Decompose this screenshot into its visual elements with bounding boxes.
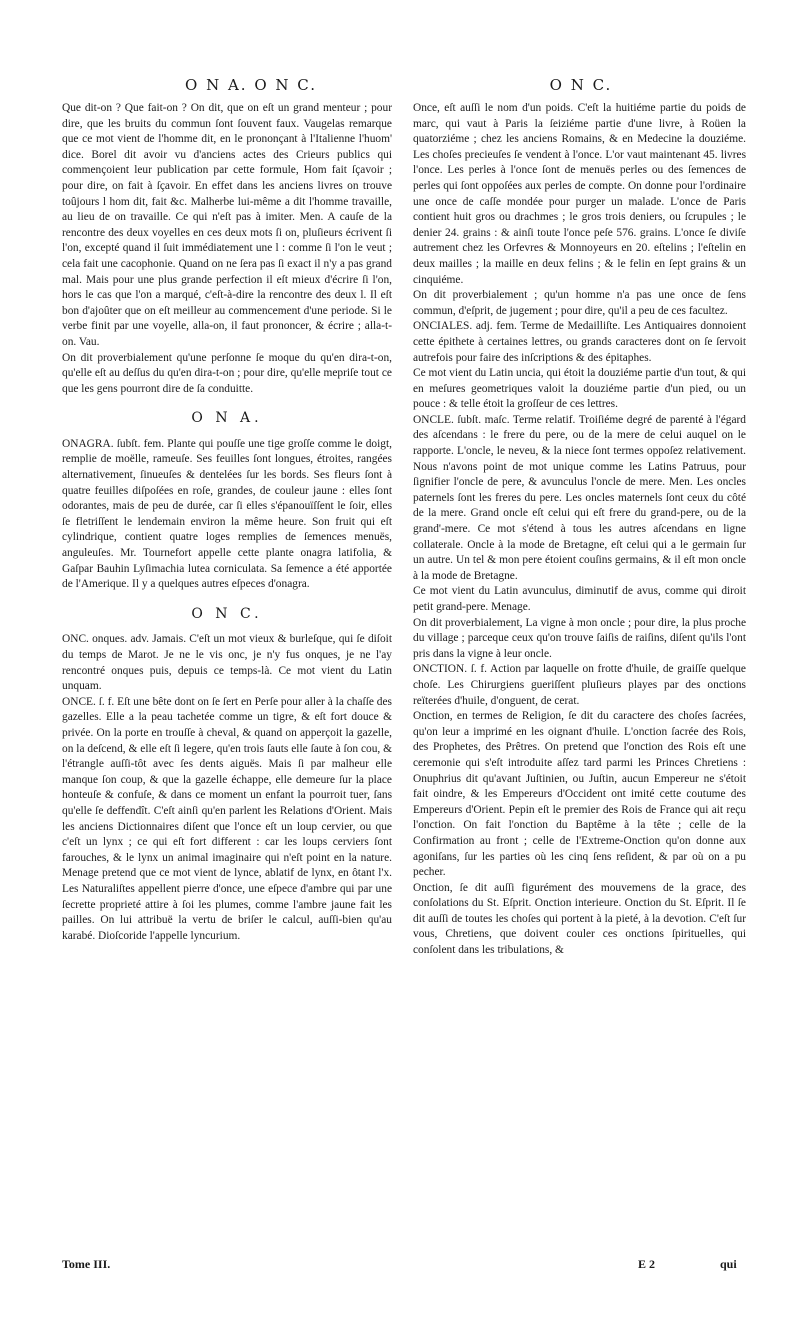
entry-oncle: ONCLE. ſubſt. maſc. Terme relatif. Troiſiéme degré de parenté à l'égard des aſcendans : le frere du pere, ou de la mere de celui auquel on le rapporte. L'oncle, le neveu, & la niece ſont termes oppoſez relativement. Nous n'avons point de mot unique comme les Latins Patruus, pour ſignifier l'oncle de pere, & avunculus l'oncle de mere. Men. Les oncles paternels ſont les freres du pere. Les oncles maternels ſont ceux du côté de la mere. Grand oncle eſt celui qui eſt frere du grand-pere, ou de la grand'-mere. Ce mot s'étend à tous les autres aſcendans en ligne collaterale. Oncle à la mode de Bretagne, eſt celui qui a le germain ſur un autre. Un tel & mon pere étoient couſins germains, & il eſt mon oncle à la mode de Bretagne. bbox=[413, 413, 746, 582]
running-head-right: O N C. bbox=[549, 76, 613, 94]
entry-onction-figurative: Onction, ſe dit auſſi figurément des mouvemens de la grace, des conſolations du St. Eſprit. Onction interieure. Onction du St. Eſprit. Il ſe dit auſſi de toutes les choſes qui portent à la pieté, à la devotion. C'eſt ſur vous, Chretiens, que doivent couler ces onctions ſpirituelles, qui conſolent dans les tribulations, & bbox=[413, 881, 746, 957]
entry-once-proverb: On dit proverbialement ; qu'un homme n'a pas une once de ſens commun, d'eſprit, de jugement ; pour dire, qu'il a peu de ces facultez. bbox=[413, 289, 746, 317]
entry-onction-religion: Onction, en termes de Religion, ſe dit du caractere des choſes ſacrées, qu'on leur a imprimé en les oignant d'huile. L'onction ſacrée des Rois, des Prophetes, des Prêtres. On pretend que l'onction des Rois eſt une ceremonie qui s'eſt introduite aſſez tard parmi les Princes Chretiens : Onuphrius dit qu'avant Juſtinien, ou Juſtin, aucun Empereur ne s'étoit fait oindre, & les Empereurs d'Occident ont imité cette coutume des Empereurs d'Orient. Pepin eſt le premier des Rois de France qui ait reçu l'onction. On fait l'onction du Baptême à la tête ; celle de la Confirmation au front ; celle de l'Extreme-Onction qu'on donne aux agoniſans, ſur les parties où les cinq ſens reſident, & par où on a pu pecher. bbox=[413, 710, 746, 879]
entry-onction: ONCTION. ſ. f. Action par laquelle on frotte d'huile, de graiſſe quelque choſe. Les Chirurgiens gueriſſent pluſieurs playes par des onctions reïterées d'huile, d'onguent, de cerat. bbox=[413, 663, 746, 707]
entry-onc: ONC. onques. adv. Jamais. C'eſt un mot vieux & burleſque, qui ſe diſoit du temps de Marot. Je ne le vis onc, je n'y fus onques, je ne l'ay rencontré onques puis, depuis ce temps-là. Ce mot vient du Latin unquam. bbox=[62, 633, 392, 693]
entry-once-animal: ONCE. ſ. f. Eſt une bête dont on ſe ſert en Perſe pour aller à la chaſſe des gazelles. Elle a la peau tachetée comme un tigre, & eſt fort douce & privée. On la porte en trouſſe à cheval, & quand on apperçoit la gazelle, on la deſcend, & elle eſt ſi legere, qu'en trois ſauts elle ſaute à ſon cou, & l'étrangle auſſi-tôt avec ſes dents aiguës. Mais ſi par malheur elle manque ſon coup, & que la gazelle échappe, elle demeure ſur la place honteuſe & confuſe, & dans ce moment un enfant la pourroit tuer, ſans qu'elle ſe deffendît. C'eſt ainſi qu'en parlent les Relations d'Orient. Mais les anciens Dictionnaires diſent que l'once eſt un loup cervier, ou que c'eſt un lynx ; ce qui eſt fort different : car les loups cerviers ſont farouches, & le lynx un animal imaginaire qui n'eſt point en la nature. Menage pretend que ce mot vient de lynce, ablatif de lynx, en ôtant l'x. Les Naturaliſtes appellent pierre d'once, une eſpece d'ambre qui par une ſecrette proprieté attire à ſoi les plumes, comme l'ambre jaune fait les pailles. On lui attribuë la vertu de briſer le calcul, auſſi-bien qu'au karabé. Dioſcoride l'appelle lyncurium. bbox=[62, 695, 392, 942]
entry-onagra: ONAGRA. ſubſt. fem. Plante qui pouſſe une tige groſſe comme le doigt, remplie de moëlle, rameuſe. Ses feuilles ſont longues, étroites, rangées alternativement, ſinueuſes & dentelées ſur les bords. Ses fleurs ſont à quatre feuilles diſpoſées en roſe, grandes, de couleur jaune : elles ſont odorantes, mais de peu de durée, car ſi elles s'épanouïſſent le ſoir, elles ſe fletriſſent le lendemain environ la même heure. Son fruit qui eſt cylindrique, contient quatre loges remplies de ſemences menuës, anguleuſes. Mr. Tournefort appelle cette plante onagra latifolia, & Gaſpar Bauhin Lyſimachia lutea corniculata. Sa ſemence a été apportée de l'Amerique. Il y a quelques autres eſpeces d'onagra. bbox=[62, 437, 392, 591]
section-heading-onc: O N C. bbox=[191, 605, 263, 622]
entry-oncle-etymology: Ce mot vient du Latin avunculus, diminutif de avus, comme qui diroit petit grand-pere. Menage. bbox=[413, 585, 746, 613]
entry-on-paragraph: Que dit-on ? Que fait-on ? On dit, que on eſt un grand menteur ; pour dire, que les bruits du commun ſont ſouvent faux. Vaugelas remarque que ce mot vient de l'homme dit, en le prononçant à l'Italienne l'huom' dice. Borel dit avoir vu d'anciens actes des Crieurs publics qui commençoient leur publication par cette formule, Hom fait ſçavoir ; pour dire, on fait à ſçavoir. En effet dans les anciens livres on trouve toûjours l hom dit, fait &c. Malherbe lui-même a dit l'homme travaille, au lieu de on travaille. Ce qui n'eſt pas à imiter. Men. A cauſe de la rencontre des deux voyelles en ces deux mots ſi on, pluſieurs écrivent ſi l'on, excepté quand il ſuit immédiatement une l : comme ſi l'on le veut ; cela fait une cacophonie. Quand on ne ſera pas ſi exact il n'y a pas grand mal. Mais pour une plus grande perfection il eſt mieux d'écrire ſi l'on, hors le cas que l'on a marqué, c'eſt-à-dire la rencontre des deux l. Il eſt bon d'ajoûter que on eſt meilleur au commencement d'une periode. Si le verbe finit par une voyelle, alla-on, il faut prononcer, & écrire ; alla-t-on. Vau. bbox=[62, 102, 392, 348]
entry-onciales-etymology: Ce mot vient du Latin uncia, qui étoit la douziéme partie d'un tout, & qui en meſures geometriques valoit la douziéme partie d'un pied, ou un pouce : & telle étoit la groſſeur de ces lettres. bbox=[413, 367, 746, 411]
section-heading-ona: O N A. bbox=[191, 410, 263, 427]
right-column bbox=[413, 101, 746, 959]
entry-once-weight: Once, eſt auſſi le nom d'un poids. C'eſt la huitiéme partie du poids de marc, qui vaut à Paris la ſeiziéme partie d'une livre, à Roüen la quatorziéme ; chez les anciens Romains, & en Medecine la douziéme. Les choſes precieuſes ſe vendent à l'once. L'or vaut maintenant 45. livres l'once. Les perles à l'once ſont de menuës perles ou des ſemences de perles qui ſont oppoſées aux perles de compte. On donne pour l'ordinaire une once de caſſe mondée pour purger un malade. L'once de Paris contient huit gros ou drachmes ; le gros trois deniers, ou ſcrupules ; le denier 24. grains : & ainſi toute l'once peſe 576. grains. L'once ſe diviſe autrement chez les Orfevres & Monnoyeurs en 20. eſtelins ; l'eſtelin en deux mailles ; la maille en deux felins ; & le felin en ſept grains & un cinquiéme. bbox=[413, 102, 746, 286]
catchword: qui bbox=[720, 1257, 737, 1271]
left-column bbox=[62, 101, 392, 944]
entry-onciales: ONCIALES. adj. fem. Terme de Medailliſte. Les Antiquaires donnoient cette épithete à certaines lettres, ou grands caracteres dont on ſe ſervoit autrefois pour faire des inſcriptions & des épitaphes. bbox=[413, 320, 746, 364]
running-head-left: O N A. O N C. bbox=[185, 76, 317, 94]
signature-mark: E 2 bbox=[638, 1257, 656, 1271]
entry-on-proverb: On dit proverbialement qu'une perſonne ſe moque du qu'en dira-t-on, qu'elle eſt au deſſus du qu'en dira-t-on ; pour dire, qu'elle mepriſe tout ce que les gens pourront dire de ſa conduitte. bbox=[62, 351, 392, 395]
volume-label: Tome III. bbox=[62, 1257, 111, 1271]
entry-oncle-proverb: On dit proverbialement, La vigne à mon oncle ; pour dire, la plus proche du village ; parceque ceux qu'on trouve ſaiſis de raiſins, diſent qu'ils l'ont pris dans la vigne à leur oncle. bbox=[413, 616, 746, 660]
